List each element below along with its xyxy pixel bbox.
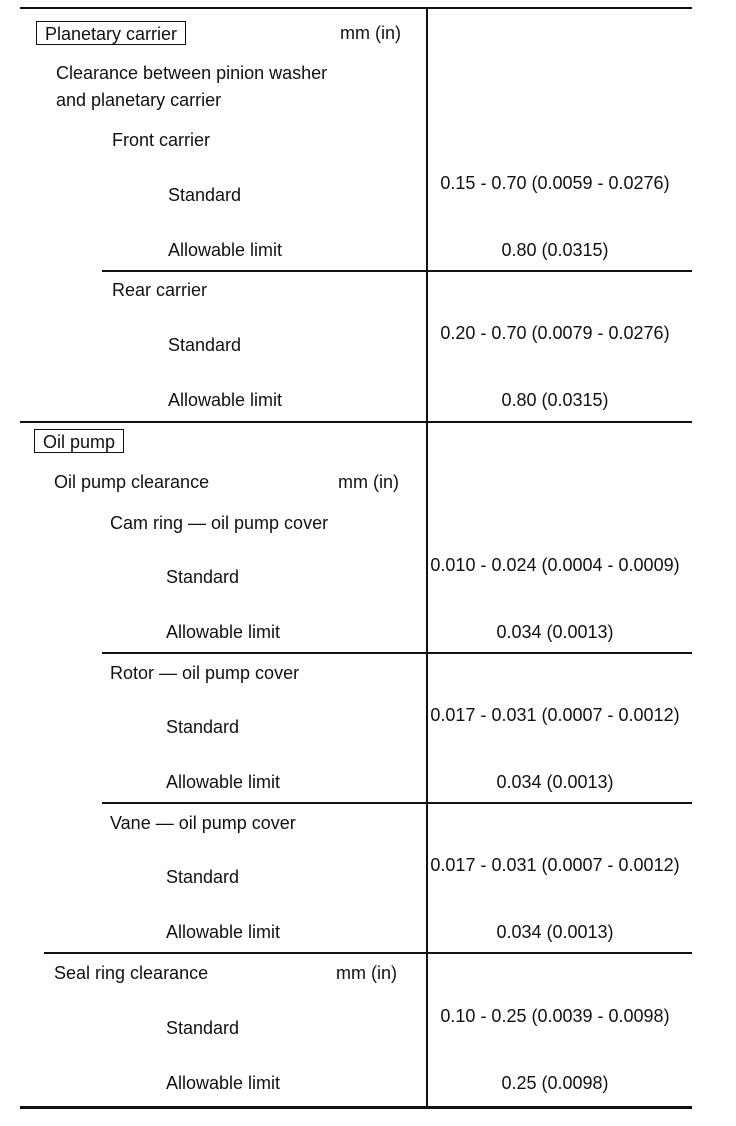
divider-vane-seal [44, 952, 692, 954]
vane-label: Vane — oil pump cover [110, 813, 296, 833]
cam-ring-limit-value: 0.034 (0.0013) [496, 622, 614, 642]
divider-front-rear [102, 270, 692, 272]
front-limit-value: 0.80 (0.0315) [501, 240, 609, 260]
seal-ring-limit-label: Allowable limit [166, 1073, 281, 1093]
cam-ring-standard-label: Standard [166, 567, 240, 587]
vane-standard-value: 0.017 - 0.031 (0.0007 - 0.0012) [430, 855, 680, 875]
divider-section [20, 421, 692, 423]
rear-standard-label: Standard [168, 335, 242, 355]
rear-standard-value: 0.20 - 0.70 (0.0079 - 0.0276) [440, 323, 670, 343]
rear-limit-label: Allowable limit [168, 390, 283, 410]
rotor-label: Rotor — oil pump cover [110, 663, 300, 683]
column-divider [426, 7, 428, 1107]
front-standard-value: 0.15 - 0.70 (0.0059 - 0.0276) [440, 173, 670, 193]
planetary-carrier-heading-box [36, 21, 186, 45]
clearance-label-line2: and planetary carrier [56, 90, 222, 110]
oil-pump-heading-box [34, 429, 124, 453]
rotor-limit-label: Allowable limit [166, 772, 281, 792]
top-rule [20, 7, 692, 9]
planetary-carrier-heading: Planetary carrier [45, 24, 178, 44]
oil-pump-heading: Oil pump [43, 432, 116, 452]
divider-rotor-vane [102, 802, 692, 804]
oil-pump-unit: mm (in) [338, 472, 399, 492]
rotor-limit-value: 0.034 (0.0013) [496, 772, 614, 792]
rotor-standard-value: 0.017 - 0.031 (0.0007 - 0.0012) [430, 705, 680, 725]
seal-ring-limit-value: 0.25 (0.0098) [501, 1073, 609, 1093]
planetary-unit: mm (in) [340, 23, 401, 43]
rotor-standard-label: Standard [166, 717, 240, 737]
seal-ring-label: Seal ring clearance [54, 963, 209, 983]
clearance-label-line1: Clearance between pinion washer [56, 63, 328, 83]
vane-limit-value: 0.034 (0.0013) [496, 922, 614, 942]
vane-limit-label: Allowable limit [166, 922, 281, 942]
front-standard-label: Standard [168, 185, 242, 205]
cam-ring-label: Cam ring — oil pump cover [110, 513, 329, 533]
front-limit-label: Allowable limit [168, 240, 283, 260]
front-carrier-label: Front carrier [112, 130, 211, 150]
seal-ring-standard-value: 0.10 - 0.25 (0.0039 - 0.0098) [440, 1006, 670, 1026]
vane-standard-label: Standard [166, 867, 240, 887]
rear-carrier-label: Rear carrier [112, 280, 208, 300]
cam-ring-standard-value: 0.010 - 0.024 (0.0004 - 0.0009) [430, 555, 680, 575]
divider-cam-rotor [102, 652, 692, 654]
bottom-rule [20, 1106, 692, 1109]
oil-pump-clearance-label: Oil pump clearance [54, 472, 210, 492]
cam-ring-limit-label: Allowable limit [166, 622, 281, 642]
rear-limit-value: 0.80 (0.0315) [501, 390, 609, 410]
seal-ring-unit: mm (in) [336, 963, 397, 983]
seal-ring-standard-label: Standard [166, 1018, 240, 1038]
